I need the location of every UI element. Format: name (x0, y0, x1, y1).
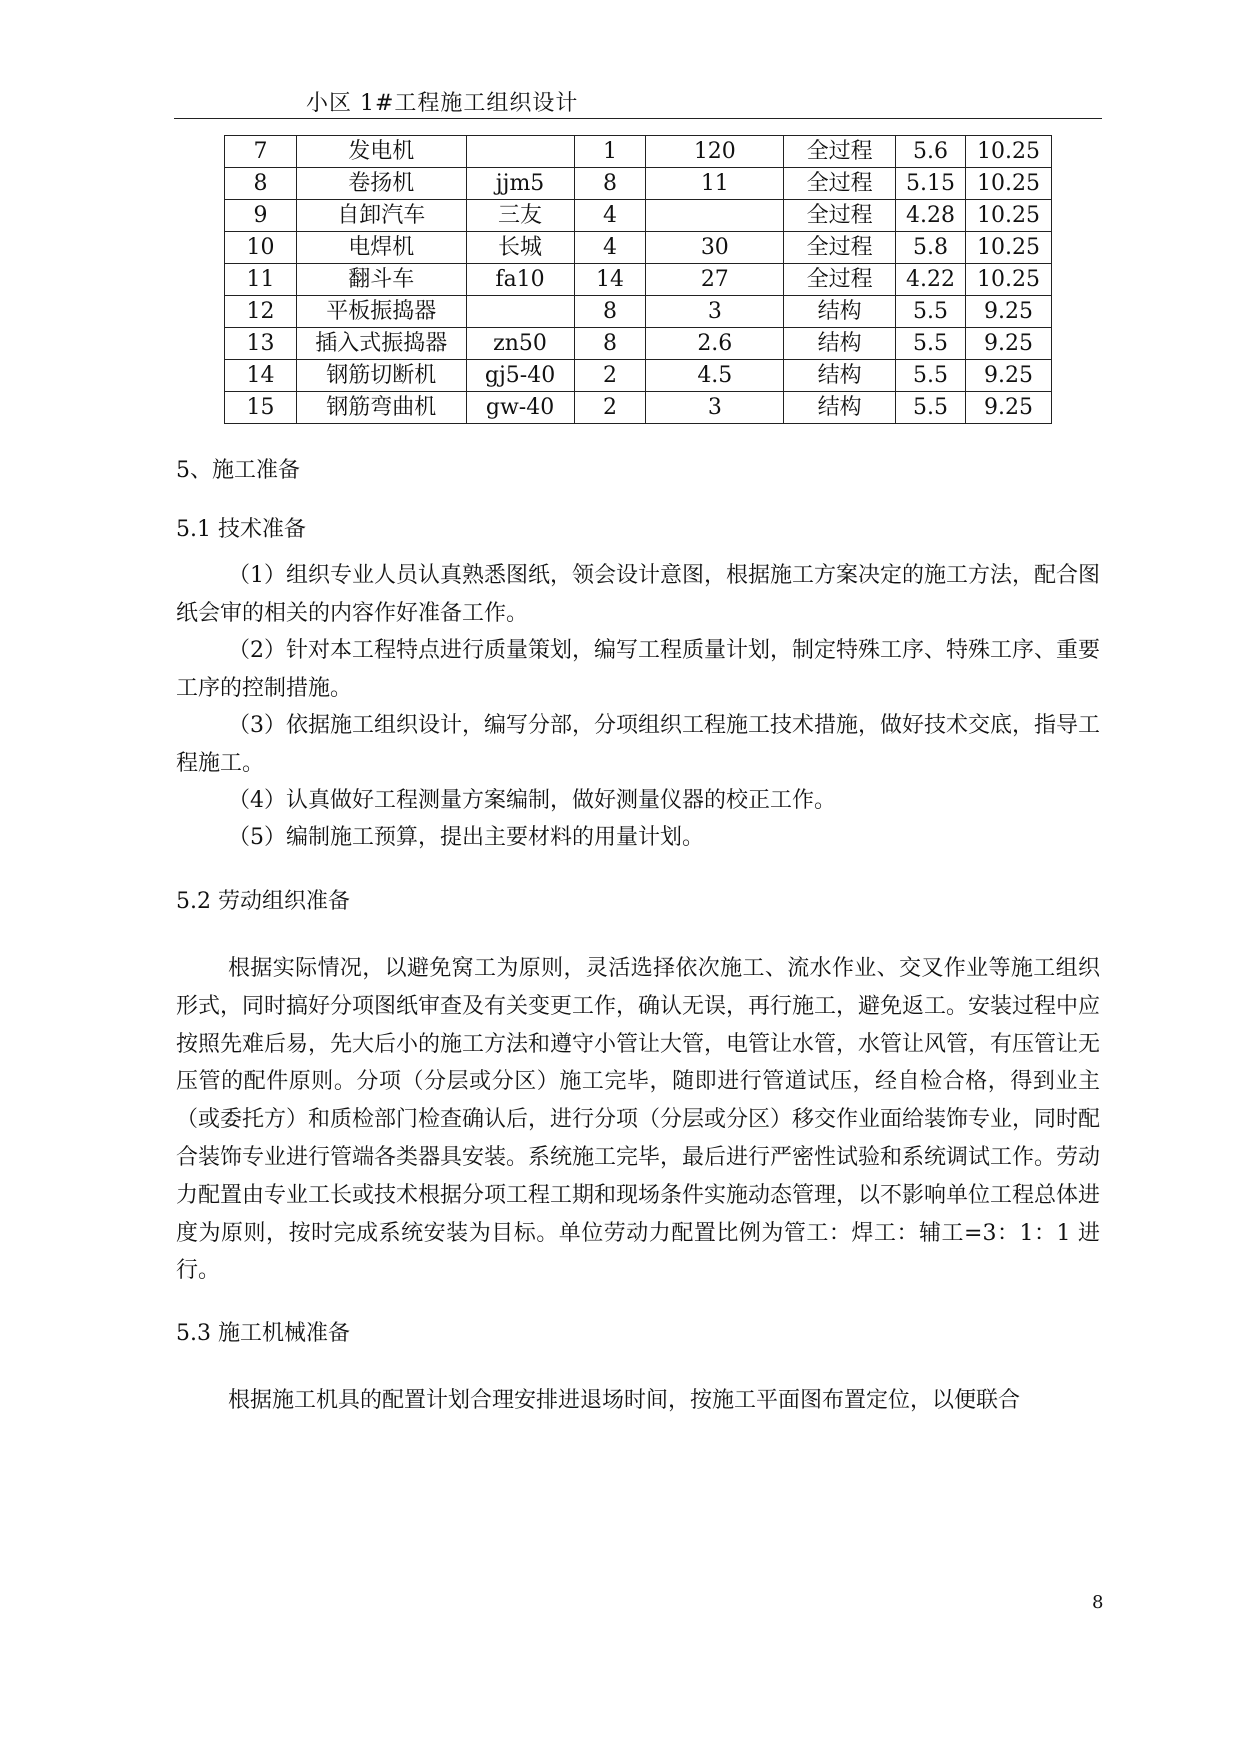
cell-end-date: 10.25 (965, 136, 1051, 168)
section-5-1-heading: 5.1 技术准备 (176, 517, 306, 542)
cell-name: 自卸汽车 (296, 200, 466, 232)
cell-start-date: 5.5 (896, 360, 966, 392)
cell-usage-period: 结构 (784, 392, 896, 424)
cell-no: 10 (225, 232, 297, 264)
tech-prep-item-2: （2）针对本工程特点进行质量策划，编写工程质量计划，制定特殊工序、特殊工序、重要工序的控制措施。 (176, 638, 1101, 701)
tech-prep-item-5: （5）编制施工预算，提出主要材料的用量计划。 (228, 825, 704, 850)
table-row (225, 264, 1052, 296)
cell-start-date: 5.5 (896, 296, 966, 328)
cell-qty: 8 (574, 296, 646, 328)
cell-usage-period: 结构 (784, 360, 896, 392)
cell-no: 13 (225, 328, 297, 360)
cell-usage-period: 全过程 (784, 168, 896, 200)
cell-power: 4.5 (646, 360, 784, 392)
cell-qty: 2 (574, 360, 646, 392)
section-5-2-heading: 5.2 劳动组织准备 (176, 889, 350, 914)
cell-model: fa10 (466, 264, 574, 296)
table-row (225, 392, 1052, 424)
cell-qty: 14 (574, 264, 646, 296)
cell-start-date: 4.22 (896, 264, 966, 296)
table-row (225, 232, 1052, 264)
cell-model: jjm5 (466, 168, 574, 200)
equipment-table (224, 135, 1052, 424)
section-5-3-heading: 5.3 施工机械准备 (176, 1321, 350, 1346)
cell-model: gw-40 (466, 392, 574, 424)
cell-name: 发电机 (296, 136, 466, 168)
table-row (225, 136, 1052, 168)
cell-no: 9 (225, 200, 297, 232)
cell-no: 11 (225, 264, 297, 296)
cell-model: 三友 (466, 200, 574, 232)
cell-power (646, 200, 784, 232)
cell-start-date: 5.5 (896, 328, 966, 360)
cell-name: 钢筋弯曲机 (296, 392, 466, 424)
cell-qty: 8 (574, 328, 646, 360)
labor-prep-paragraph: 根据实际情况，以避免窝工为原则，灵活选择依次施工、流水作业、交叉作业等施工组织形式，同时搞好分项图纸审查及有关变更工作，确认无误，再行施工，避免返工。安装过程中应按照先难后易，先大后小的施工方法和遵守小管让大管，电管让水管，水管让风管，有压管让无压管的配件原则。分项（分层或分区）施工完毕，随即进行管道试压，经自检合格，得到业主（或委托方）和质检部门检查确认后，进行分项（分层或分区）移交作业面给装饰专业，同时配合装饰专业进行管端各类器具安装。系统施工完毕，最后进行严密性试验和系统调试工作。劳动力配置由专业工长或技术根据分项工程工期和现场条件实施动态管理，以不影响单位工程总体进度为原则，按时完成系统安装为目标。单位劳动力配置比例为管工：焊工：辅工=3：1：1 进行。 (176, 956, 1101, 1284)
table-row (225, 328, 1052, 360)
cell-qty: 4 (574, 200, 646, 232)
cell-usage-period: 全过程 (784, 232, 896, 264)
cell-no: 7 (225, 136, 297, 168)
cell-end-date: 10.25 (965, 200, 1051, 232)
cell-usage-period: 全过程 (784, 136, 896, 168)
cell-power: 3 (646, 392, 784, 424)
tech-prep-item-4: （4）认真做好工程测量方案编制，做好测量仪器的校正工作。 (228, 788, 836, 813)
cell-qty: 4 (574, 232, 646, 264)
cell-power: 2.6 (646, 328, 784, 360)
cell-end-date: 9.25 (965, 296, 1051, 328)
tech-prep-item-1: （1）组织专业人员认真熟悉图纸，领会设计意图，根据施工方案决定的施工方法，配合图纸会审的相关的内容作好准备工作。 (176, 563, 1101, 626)
cell-name: 翻斗车 (296, 264, 466, 296)
cell-start-date: 5.6 (896, 136, 966, 168)
cell-end-date: 9.25 (965, 328, 1051, 360)
cell-start-date: 5.5 (896, 392, 966, 424)
table-row (225, 168, 1052, 200)
cell-name: 钢筋切断机 (296, 360, 466, 392)
cell-qty: 1 (574, 136, 646, 168)
cell-usage-period: 全过程 (784, 264, 896, 296)
cell-usage-period: 全过程 (784, 200, 896, 232)
cell-name: 卷扬机 (296, 168, 466, 200)
cell-name: 插入式振捣器 (296, 328, 466, 360)
cell-no: 8 (225, 168, 297, 200)
machinery-prep-paragraph: 根据施工机具的配置计划合理安排进退场时间，按施工平面图布置定位，以便联合 (228, 1388, 1021, 1413)
cell-start-date: 5.15 (896, 168, 966, 200)
cell-power: 11 (646, 168, 784, 200)
cell-no: 14 (225, 360, 297, 392)
cell-model: 长城 (466, 232, 574, 264)
cell-name: 电焊机 (296, 232, 466, 264)
cell-usage-period: 结构 (784, 296, 896, 328)
cell-qty: 2 (574, 392, 646, 424)
cell-no: 15 (225, 392, 297, 424)
cell-model (466, 136, 574, 168)
cell-model: gj5-40 (466, 360, 574, 392)
cell-end-date: 10.25 (965, 264, 1051, 296)
cell-power: 30 (646, 232, 784, 264)
cell-start-date: 5.8 (896, 232, 966, 264)
cell-start-date: 4.28 (896, 200, 966, 232)
cell-end-date: 9.25 (965, 392, 1051, 424)
cell-end-date: 9.25 (965, 360, 1051, 392)
cell-name: 平板振捣器 (296, 296, 466, 328)
section-5-heading: 5、施工准备 (176, 458, 300, 483)
page-number: 8 (1092, 1592, 1104, 1613)
table-row (225, 200, 1052, 232)
cell-end-date: 10.25 (965, 168, 1051, 200)
equipment-table-body (225, 136, 1052, 424)
table-row (225, 360, 1052, 392)
cell-no: 12 (225, 296, 297, 328)
cell-power: 120 (646, 136, 784, 168)
cell-model: zn50 (466, 328, 574, 360)
page-header-title: 小区 1#工程施工组织设计 (306, 91, 579, 116)
cell-qty: 8 (574, 168, 646, 200)
table-row (225, 296, 1052, 328)
header-rule (174, 118, 1102, 119)
cell-end-date: 10.25 (965, 232, 1051, 264)
tech-prep-item-3: （3）依据施工组织设计，编写分部，分项组织工程施工技术措施，做好技术交底，指导工程施工。 (176, 713, 1101, 776)
cell-power: 3 (646, 296, 784, 328)
cell-model (466, 296, 574, 328)
cell-usage-period: 结构 (784, 328, 896, 360)
cell-power: 27 (646, 264, 784, 296)
